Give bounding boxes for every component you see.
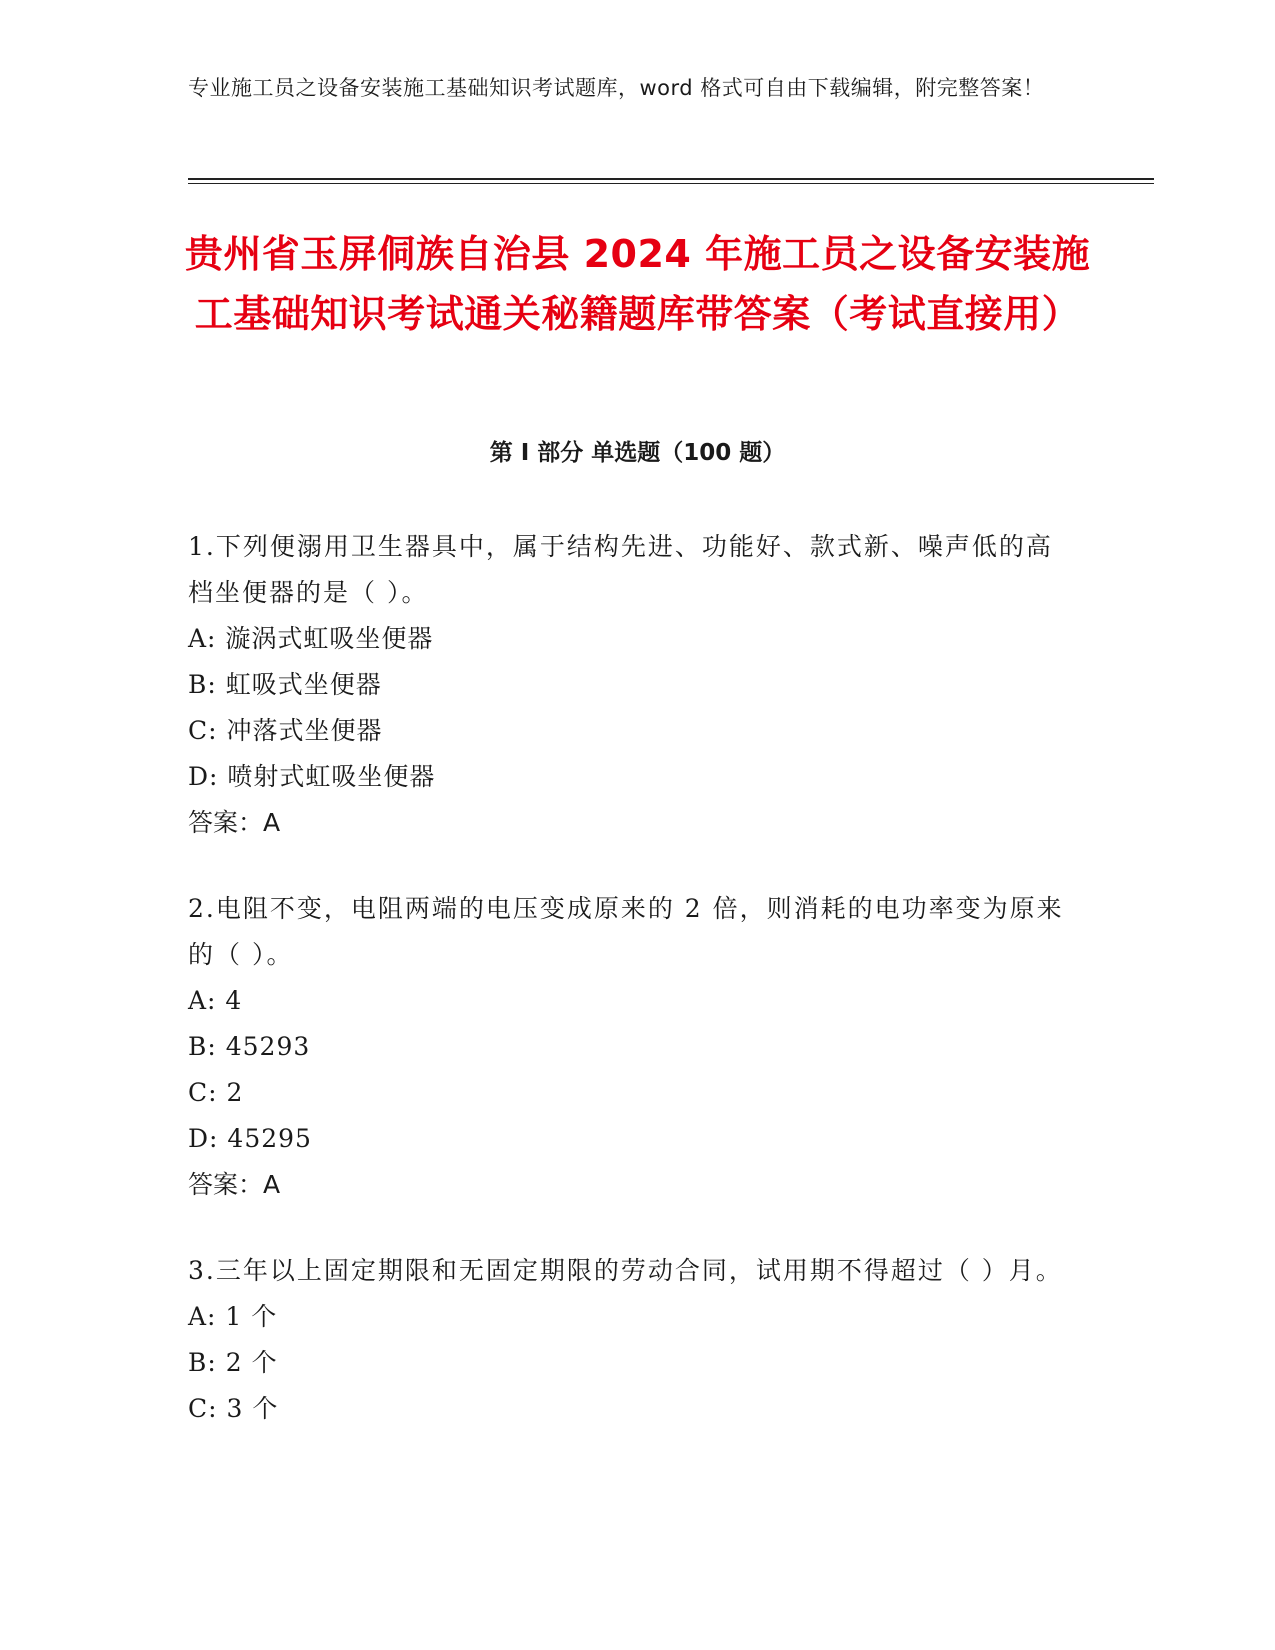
option-a: A: 1 个: [188, 1302, 278, 1331]
answer: 答案：A: [188, 1170, 281, 1199]
question-1: [188, 524, 1068, 846]
question-3: [188, 1248, 1068, 1432]
option-a: A: 4: [188, 986, 243, 1015]
header-rule-thin: [188, 183, 1154, 184]
option-a: A: 漩涡式虹吸坐便器: [188, 624, 434, 653]
option-c: C: 3 个: [188, 1394, 279, 1423]
option-d: D: 喷射式虹吸坐便器: [188, 762, 436, 791]
question-text: 1.下列便溺用卫生器具中，属于结构先进、功能好、款式新、噪声低的高档坐便器的是（ ）。: [188, 532, 1053, 607]
section-heading: 第 I 部分 单选题（100 题）: [489, 440, 786, 466]
option-d: D: 45295: [188, 1124, 312, 1153]
option-c: C: 冲落式坐便器: [188, 716, 383, 745]
option-b: B: 2 个: [188, 1348, 278, 1377]
question-text: 2.电阻不变，电阻两端的电压变成原来的 2 倍，则消耗的电功率变为原来的（ ）。: [188, 894, 1064, 969]
answer: 答案：A: [188, 808, 281, 837]
question-text: 3.三年以上固定期限和无固定期限的劳动合同，试用期不得超过（ ）月。: [188, 1256, 1063, 1285]
question-2: [188, 886, 1068, 1208]
document-title: 贵州省玉屏侗族自治县 2024 年施工员之设备安装施工基础知识考试通关秘籍题库带答案（考试直接用）: [184, 232, 1091, 336]
option-b: B: 虹吸式坐便器: [188, 670, 382, 699]
option-c: C: 2: [188, 1078, 244, 1107]
question-list: [188, 524, 1068, 1472]
option-b: B: 45293: [188, 1032, 311, 1061]
header-rule-thick: [188, 178, 1154, 180]
header-note: 专业施工员之设备安装施工基础知识考试题库，word 格式可自由下载编辑，附完整答案！: [188, 76, 1045, 100]
